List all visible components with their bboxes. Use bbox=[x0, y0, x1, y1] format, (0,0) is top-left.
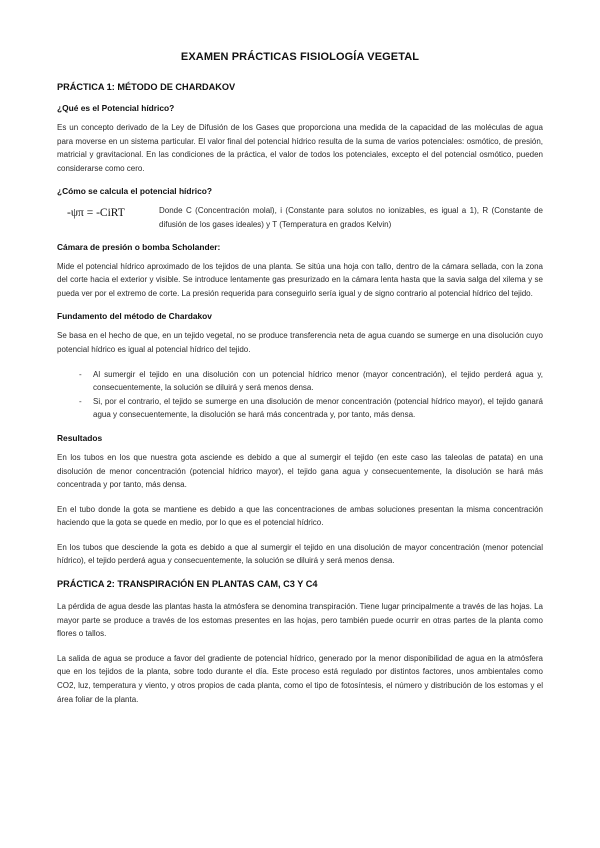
fundamento-list bbox=[57, 368, 543, 422]
practica-1-heading: PRÁCTICA 1: MÉTODO DE CHARDAKOV bbox=[57, 82, 236, 92]
practica-2-heading: PRÁCTICA 2: TRANSPIRACIÓN EN PLANTAS CAM, C3 Y C4 bbox=[57, 579, 318, 590]
transpiracion-paragraph-1: La pérdida de agua desde las plantas hasta la atmósfera se denomina transpiración. Tiene lugar principalmente a través de las hojas. La mayor parte se produce a través de los estomas presentes en las hojas, pero también puede ocurrir en otras partes de la planta como flores o tallos. bbox=[57, 602, 543, 639]
calculo-question: ¿Cómo se calcula el potencial hídrico? bbox=[57, 186, 212, 197]
dash-bullet: - bbox=[79, 369, 82, 379]
formula-description: Donde C (Concentración molal), i (Constante para solutos no ionizables, es igual a 1), R (Constante de difusión de los gases ideales) y T (Temperatura en grados Kelvin) bbox=[159, 206, 543, 229]
camara-presion-heading: Cámara de presión o bomba Scholander: bbox=[57, 241, 221, 252]
resultados-paragraph-1: En los tubos en los que nuestra gota asciende es debido a que al sumergir el tejido (en este caso las taleolas de patata) en una disolución de menor concentración (potencial hídrico mayor), el tejido gana agua y consecuentemente, la disolución se hará más concentrada y por tanto, más densa. bbox=[57, 452, 543, 490]
list-item bbox=[79, 395, 543, 422]
document-title: EXAMEN PRÁCTICAS FISIOLOGÍA VEGETAL bbox=[180, 51, 420, 63]
formula-row bbox=[57, 204, 543, 231]
potencial-hidrico-question: ¿Qué es el Potencial hídrico? bbox=[57, 103, 175, 113]
resultados-paragraph-3: En los tubos que desciende la gota es debido a que al sumergir el tejido en una disolución de mayor concentración (menor potencial hídrico), el tejido perderá agua y consecuentemente, la solución se diluirá y será menos densa. bbox=[57, 542, 543, 566]
fundamento-text: Se basa en el hecho de que, en un tejido vegetal, no se produce transferencia neta de agua cuando se sumerge en una disolución cuyo potencial hídrico es igual al potencial hídrico del tejido. bbox=[57, 331, 543, 354]
list-item-text: Al sumergir el tejido en una disolución con un potencial hídrico menor (mayor concentración), el tejido perderá agua y, consecuentemente, la solución se diluirá y será menos densa. bbox=[93, 369, 543, 393]
camara-presion-text: Mide el potencial hídrico aproximado de los tejidos de una planta. Se sitúa una hoja con tallo, dentro de la cámara sellada, con la zona del corte hacia el exterior y visible. Se introduce lentamente gas presurizado en la cámara lenta hasta que la savia salga del xilema y se pueda ver por el extremo de corte. La presión requerida para conseguirlo sería igual y de signo contrario al potencial hídrico del tejido. bbox=[57, 261, 543, 298]
list-item-text: Si, por el contrario, el tejido se sumerge en una disolución de menor concentración (potencial hídrico mayor), el tejido ganará agua y consecuentemente, la disolución se hará más concentrada y, por tanto, más densa. bbox=[93, 396, 543, 420]
resultados-paragraph-2: En el tubo donde la gota se mantiene es debido a que las concentraciones de ambas soluciones presentan la misma concentración haciendo que la gota se quede en medio, por lo que es el potencial hídrico. bbox=[57, 504, 543, 528]
fundamento-heading: Fundamento del método de Chardakov bbox=[57, 311, 212, 322]
transpiracion-paragraph-2: La salida de agua se produce a favor del gradiente de potencial hídrico, generado por la menor disponibilidad de agua en la atmósfera que en los tejidos de la planta, sobre todo durante el día. Este proceso está regulado por distintos factores, unos ambientales como CO2, luz, temperatura y viento, y otros propios de cada planta, como el tipo de fotosíntesis, el número y distribución de los estomas y el área foliar de la planta. bbox=[57, 653, 543, 704]
list-item bbox=[79, 368, 543, 395]
potencial-hidrico-definition: Es un concepto derivado de la Ley de Difusión de los Gases que proporciona una medida de la capacidad de las moléculas de agua para moverse en un sistema particular. El valor final del potencial hídrico resulta de la suma de varios potenciales: osmótico, de presión, matricial y gravitacional. En las condiciones de la práctica, el valor de todos los potenciales, excepto el del potencial osmótico, pueden considerarse como cero. bbox=[57, 123, 543, 173]
resultados-heading: Resultados bbox=[57, 432, 103, 443]
dash-bullet: - bbox=[79, 396, 82, 406]
document-content bbox=[57, 51, 543, 717]
water-potential-formula: -ψπ = -CiRT bbox=[67, 207, 125, 220]
